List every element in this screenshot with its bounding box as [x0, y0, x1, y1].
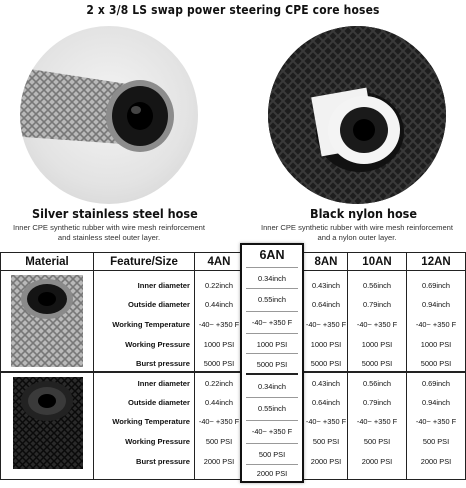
cell-divider: [246, 397, 298, 398]
value-cell: 1000 PSI: [420, 340, 452, 349]
cell-divider: [246, 333, 298, 334]
value-cell: 0.44inch: [205, 300, 233, 309]
value-cell: -40~ +350 F: [415, 320, 457, 329]
feature-label: Working Temperature: [112, 417, 190, 426]
value-cell: 5000 PSI: [361, 359, 393, 368]
black-hose-photo: [268, 26, 446, 204]
header-4an: 4AN: [207, 256, 231, 268]
header-6an: 6AN: [259, 248, 285, 262]
value-cell: 0.44inch: [205, 398, 233, 407]
value-cell: 1000 PSI: [256, 340, 288, 349]
header-feature-size: Feature/Size: [110, 256, 178, 268]
value-cell: 2000 PSI: [361, 457, 393, 466]
cell-divider: [246, 288, 298, 289]
cell-divider: [246, 464, 298, 465]
value-cell: -40~ +350 F: [198, 417, 240, 426]
feature-label: Working Pressure: [125, 437, 190, 446]
value-cell: 0.79inch: [363, 398, 391, 407]
feature-label: Working Temperature: [112, 320, 190, 329]
header-10an: 10AN: [362, 256, 392, 268]
feature-label: Burst pressure: [135, 457, 190, 466]
value-cell: 2000 PSI: [203, 457, 235, 466]
value-cell: 5000 PSI: [310, 359, 342, 368]
black-material-image: [5, 377, 89, 469]
value-cell: -40~ +350 F: [415, 417, 457, 426]
value-cell: 1000 PSI: [310, 340, 342, 349]
feature-label: Outside diameter: [127, 398, 190, 407]
section-divider: [1, 371, 465, 373]
value-cell: 0.22inch: [205, 379, 233, 388]
value-cell: 0.43inch: [312, 379, 340, 388]
section-divider: [246, 373, 298, 375]
feature-label: Outside diameter: [127, 300, 190, 309]
value-cell: 500 PSI: [205, 437, 233, 446]
value-cell: 0.64inch: [312, 398, 340, 407]
value-cell: 0.94inch: [422, 300, 450, 309]
value-cell: 1000 PSI: [361, 340, 393, 349]
value-cell: 0.94inch: [422, 398, 450, 407]
value-cell: -40~ +350 F: [356, 320, 398, 329]
header-12an: 12AN: [421, 256, 451, 268]
value-cell: 0.69inch: [422, 281, 450, 290]
value-cell: 0.55inch: [258, 404, 286, 413]
value-cell: 1000 PSI: [203, 340, 235, 349]
cell-divider: [246, 267, 298, 268]
value-cell: 500 PSI: [258, 450, 286, 459]
value-cell: 0.22inch: [205, 281, 233, 290]
page-title: 2 x 3/8 LS swap power steering CPE core hoses: [86, 2, 380, 17]
value-cell: 0.34inch: [258, 274, 286, 283]
feature-label: Inner diameter: [137, 379, 190, 388]
6an-highlight-column: [240, 243, 304, 483]
feature-label: Burst pressure: [135, 359, 190, 368]
black-hose-name: Black nylon hose: [310, 206, 418, 221]
silver-hose-description: Inner CPE synthetic rubber with wire mesh reinforcement and stainless steel outer layer.: [12, 223, 206, 242]
value-cell: 2000 PSI: [310, 457, 342, 466]
value-cell: 500 PSI: [312, 437, 340, 446]
silver-hose-name: Silver stainless steel hose: [32, 206, 198, 221]
value-cell: 2000 PSI: [420, 457, 452, 466]
value-cell: 500 PSI: [422, 437, 450, 446]
value-cell: 0.34inch: [258, 382, 286, 391]
spec-table: [0, 252, 466, 480]
value-cell: -40~ +350 F: [305, 417, 347, 426]
value-cell: 0.56inch: [363, 281, 391, 290]
value-cell: 0.43inch: [312, 281, 340, 290]
value-cell: 2000 PSI: [256, 469, 288, 478]
value-cell: 0.64inch: [312, 300, 340, 309]
silver-hose-illustration: [20, 26, 198, 204]
value-cell: -40~ +350 F: [198, 320, 240, 329]
cell-divider: [246, 353, 298, 354]
cell-divider: [246, 420, 298, 421]
header-material: Material: [25, 256, 69, 268]
silver-material-image: [5, 275, 89, 367]
value-cell: 5000 PSI: [203, 359, 235, 368]
cell-divider: [246, 443, 298, 444]
value-cell: 5000 PSI: [256, 360, 288, 369]
header-8an: 8AN: [314, 256, 338, 268]
value-cell: 0.55inch: [258, 295, 286, 304]
black-hose-description: Inner CPE synthetic rubber with wire mesh reinforcement and a nylon outer layer.: [260, 223, 454, 242]
cell-divider: [246, 311, 298, 312]
value-cell: 500 PSI: [363, 437, 391, 446]
feature-label: Working Pressure: [125, 340, 190, 349]
value-cell: 0.56inch: [363, 379, 391, 388]
feature-label: Inner diameter: [137, 281, 190, 290]
silver-hose-photo: [20, 26, 198, 204]
black-hose-illustration: [268, 26, 446, 204]
value-cell: -40~ +350 F: [251, 427, 293, 436]
value-cell: -40~ +350 F: [356, 417, 398, 426]
value-cell: -40~ +350 F: [305, 320, 347, 329]
value-cell: -40~ +350 F: [251, 318, 293, 327]
table-header-row: [1, 253, 465, 271]
value-cell: 5000 PSI: [420, 359, 452, 368]
value-cell: 0.69inch: [422, 379, 450, 388]
value-cell: 0.79inch: [363, 300, 391, 309]
